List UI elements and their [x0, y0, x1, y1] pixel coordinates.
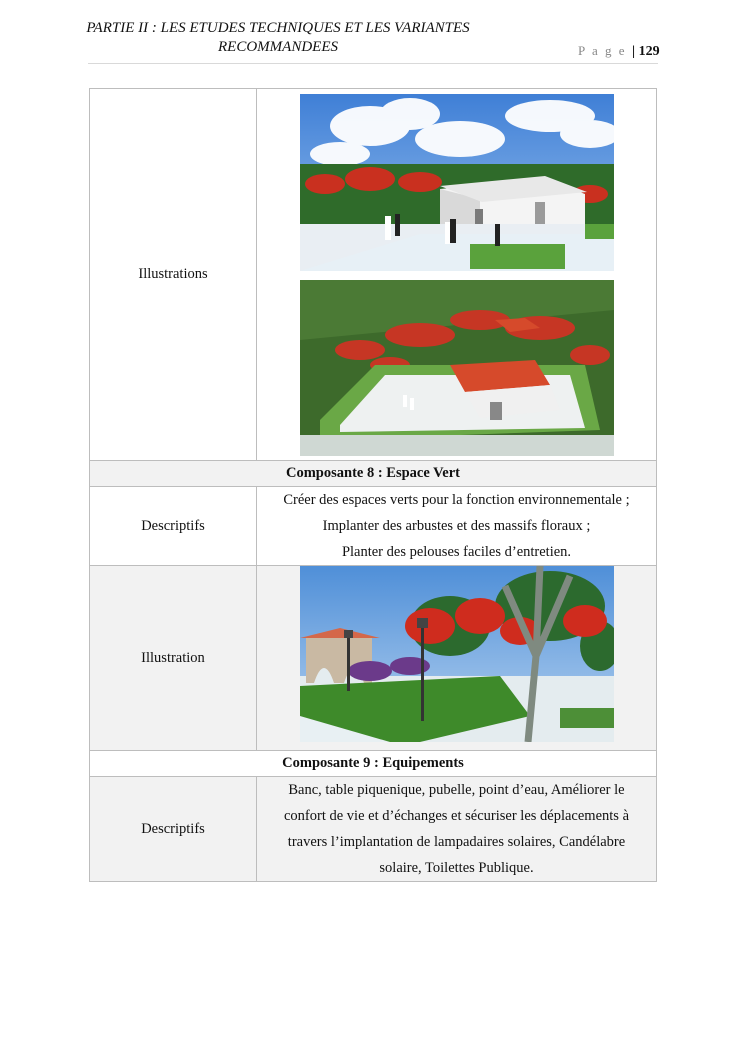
- descriptifs-8-cell: [257, 487, 657, 566]
- content-table: [89, 88, 657, 882]
- row-label-descriptifs-8: Descriptifs: [90, 487, 257, 566]
- header-title-line-1: PARTIE II : LES ETUDES TECHNIQUES ET LES VARIANTES: [86, 20, 470, 36]
- garden-render-image: [300, 566, 614, 742]
- illustration-cell: [257, 566, 657, 751]
- header-title-line-2: RECOMMANDEES: [218, 39, 338, 55]
- illustrations-cell: [257, 89, 657, 461]
- row-label-illustration: Illustration: [90, 566, 257, 751]
- descriptifs-8-line-2: Implanter des arbustes et des massifs floraux ;: [322, 518, 591, 534]
- row-illustrations: [90, 89, 657, 461]
- descriptifs-9-line-2: confort de vie et d’échanges et sécuriser les déplacements à: [283, 808, 630, 824]
- building-render-image: [300, 94, 614, 271]
- page-header: [0, 0, 745, 64]
- header-divider: [88, 63, 658, 64]
- descriptifs-8-line-3: Planter des pelouses faciles d’entretien.: [341, 544, 572, 560]
- row-composante-9: [90, 751, 657, 777]
- page-number-block: [578, 43, 660, 60]
- descriptifs-9-line-1: Banc, table piquenique, pubelle, point d’eau, Améliorer le: [288, 782, 625, 798]
- garden-render-graphic: [300, 566, 614, 742]
- row-label-descriptifs-9: Descriptifs: [90, 777, 257, 882]
- building-render-graphic: [300, 94, 614, 271]
- descriptifs-9-line-3: travers l’implantation de lampadaires solaires, Candélabre: [287, 834, 626, 850]
- descriptifs-8-line-1: Créer des espaces verts pour la fonction environnementale ;: [283, 492, 630, 508]
- composante-8-title: Composante 8 : Espace Vert: [90, 461, 657, 487]
- row-label-illustrations: Illustrations: [90, 89, 257, 461]
- aerial-view-graphic: [300, 280, 614, 456]
- header-title: [60, 19, 496, 57]
- row-descriptifs-9: [90, 777, 657, 882]
- composante-9-title: Composante 9 : Equipements: [90, 751, 657, 777]
- row-illustration: [90, 566, 657, 751]
- page-separator: |: [632, 44, 636, 59]
- row-descriptifs-8: [90, 487, 657, 566]
- page-label: P a g e: [578, 43, 627, 58]
- page-number: 129: [638, 44, 660, 59]
- descriptifs-9-cell: [257, 777, 657, 882]
- descriptifs-9-line-4: solaire, Toilettes Publique.: [379, 860, 534, 876]
- aerial-view-image: [300, 280, 614, 456]
- row-composante-8: [90, 461, 657, 487]
